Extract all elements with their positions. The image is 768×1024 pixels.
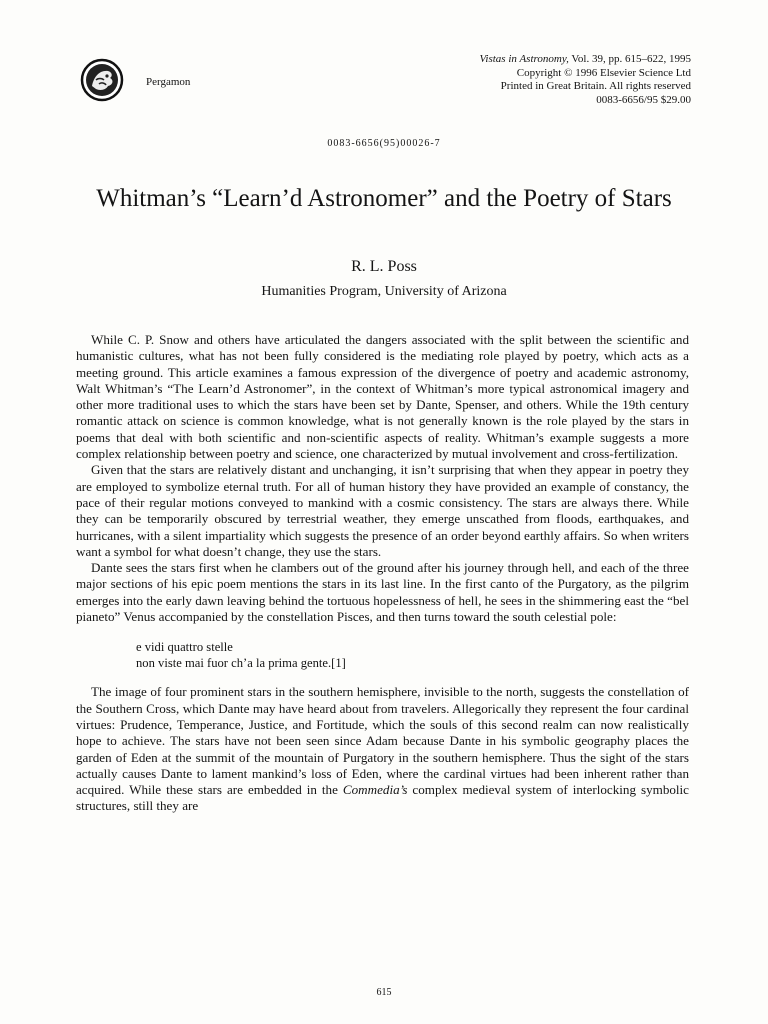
article-title: Whitman’s “Learn’d Astronomer” and the Poetry of Stars	[96, 185, 672, 212]
body-paragraph: Dante sees the stars first when he clambers out of the ground after his journey through hell, and each of the three major sections of his epic poem mentions the stars in its last line. In the first canto of the Purgatory, as the pilgrim emerges into the early dawn leaving behind the tortuous hopelessness of hell, he sees in the shimmering east the “bel pianeto” Venus accompanied by the constellation Pisces, and then turns toward the south celestial pole:	[76, 560, 689, 625]
verse-line: e vidi quattro stelle	[136, 640, 233, 655]
paragraph-text: The image of four prominent stars in the southern hemisphere, invisible to the north, suggests the constellation of the Southern Cross, which Dante may have heard about from travelers. Allegorically they represent the four cardinal virtues: Prudence, Temperance, Justice, and Fortitude, which the souls of this second realm can now realistically hope to achieve. The stars have not been seen since Adam because Dante in his symbolic geography places the garden of Eden at the summit of the mountain of Purgatory in the southern hemisphere. Thus the sight of the stars actually causes Dante to lament mankind’s loss of Eden, where the cardinal virtues had been inherent rather than acquired. While these stars are embedded in the	[76, 684, 689, 798]
verse-line: non viste mai fuor ch’a la prima gente.[1]	[136, 656, 346, 671]
verse-quotation	[136, 639, 689, 671]
issn-price-line: 0083-6656/95 $29.00	[596, 93, 691, 106]
pergamon-logo-icon	[80, 58, 124, 102]
printed-line: Printed in Great Britain. All rights reserved	[500, 80, 691, 92]
page-number: 615	[376, 987, 392, 998]
article-author: R. L. Poss	[351, 258, 417, 275]
copyright-line: Copyright © 1996 Elsevier Science Ltd	[516, 66, 691, 79]
author-affiliation: Humanities Program, University of Arizona	[261, 284, 507, 299]
article-doi: 0083-6656(95)00026-7	[327, 138, 441, 149]
citation-volume: Vol. 39, pp. 615–622, 1995	[568, 53, 691, 65]
journal-title: Vistas in Astronomy,	[479, 53, 569, 65]
body-paragraph	[76, 684, 689, 814]
article-body	[76, 332, 689, 815]
abstract-paragraph: While C. P. Snow and others have articulated the dangers associated with the split between the scientific and humanistic cultures, what has not been fully considered is the mediating role played by poetry, which acts as a meeting ground. This article examines a famous expression of the divergence of poetry and academic astronomy, Walt Whitman’s “The Learn’d Astronomer”, in the context of Whitman’s more typical astronomical imagery and other more traditional uses to which the stars have been set by Dante, Spenser, and others. While the 19th century romantic attack on science is common knowledge, what is not generally known is the role played by the stars in poems that deal with both scientific and non-scientific aspects of reality. Whitman’s example suggests a more complex relationship between poetry and science, one characterized by mutual involvement and cross-fertilization.	[76, 332, 689, 462]
citation-line	[480, 53, 691, 67]
paragraph-text: complex medieval system of interlocking symbolic structures, still they are	[76, 782, 689, 814]
journal-citation	[480, 53, 691, 107]
publisher-name: Pergamon	[146, 76, 191, 88]
body-paragraph: Given that the stars are relatively distant and unchanging, it isn’t surprising that when they appear in poetry they are employed to symbolize eternal truth. For all of human history they have provided an example of constancy, the pace of their regular motions conveyed to mankind with a cosmic consistency. The stars are always there. While they can be temporarily obscured by terrestrial weather, they emerge unscathed from floods, earthquakes, and hurricanes, with a silent impartiality which suggests the presence of an order beyond earthly affairs. So when writers want a symbol for what doesn’t change, they use the stars.	[76, 462, 689, 559]
work-title-italic: Commedia’s	[342, 782, 408, 798]
